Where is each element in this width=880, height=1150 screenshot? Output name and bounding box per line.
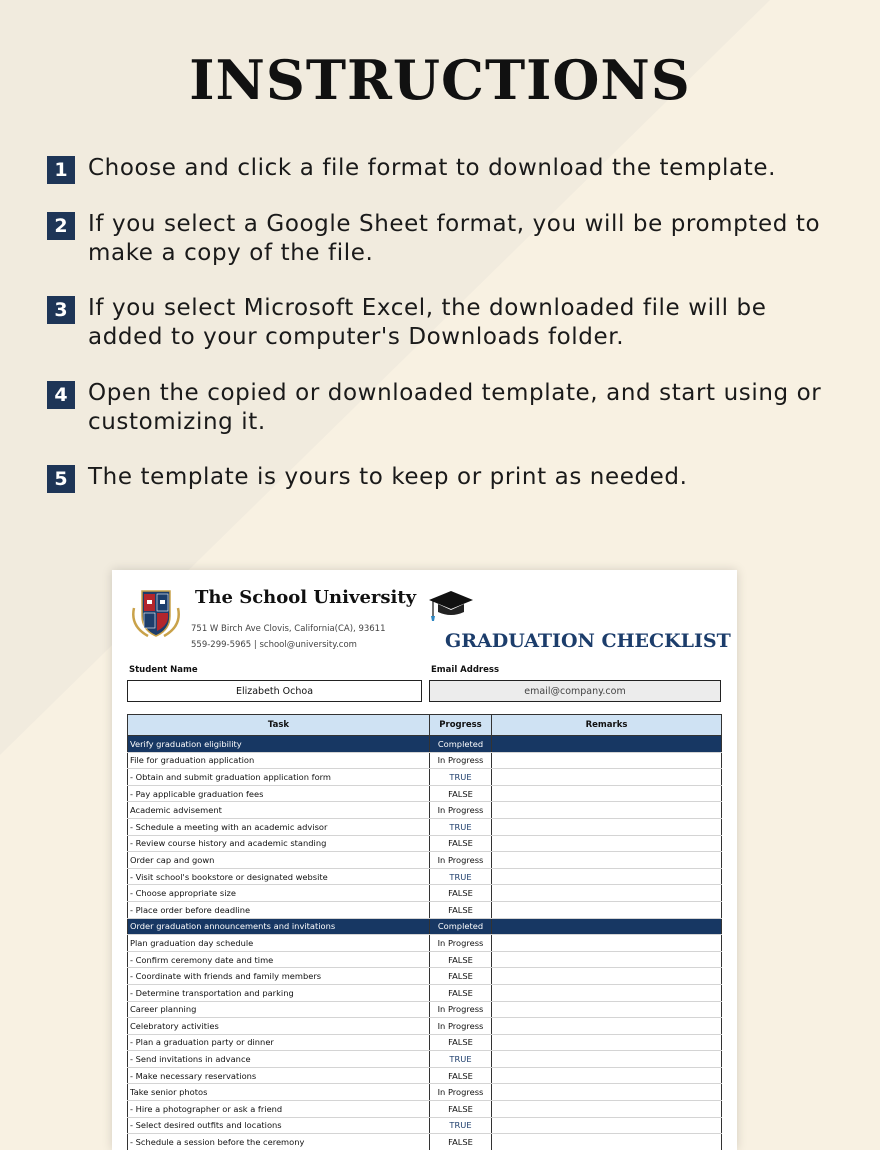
- progress-cell: Completed: [430, 918, 492, 935]
- step-text: If you select a Google Sheet format, you will be prompted to make a copy of the file.: [88, 211, 821, 266]
- university-contact: 559-299-5965 | school@university.com: [191, 640, 357, 650]
- document-title: GRADUATION CHECKLIST: [445, 630, 731, 652]
- table-row: [128, 885, 722, 902]
- remarks-cell: [492, 1117, 722, 1134]
- progress-cell: In Progress: [430, 1001, 492, 1018]
- table-row: [128, 1134, 722, 1150]
- template-preview: [112, 570, 737, 1150]
- progress-cell: TRUE: [430, 1051, 492, 1068]
- table-row: [128, 1067, 722, 1084]
- remarks-cell: [492, 1034, 722, 1051]
- task-cell: - Plan a graduation party or dinner: [128, 1034, 430, 1051]
- table-row: [128, 968, 722, 985]
- progress-cell: In Progress: [430, 935, 492, 952]
- student-name-label: Student Name: [129, 665, 198, 675]
- task-cell: Verify graduation eligibility: [128, 736, 430, 753]
- task-cell: - Determine transportation and parking: [128, 984, 430, 1001]
- remarks-cell: [492, 885, 722, 902]
- progress-cell: TRUE: [430, 769, 492, 786]
- task-cell: - Hire a photographer or ask a friend: [128, 1101, 430, 1118]
- remarks-cell: [492, 918, 722, 935]
- column-header: Task: [128, 715, 430, 736]
- step-number-badge: 4: [47, 381, 75, 409]
- table-row: [128, 1001, 722, 1018]
- task-cell: Career planning: [128, 1001, 430, 1018]
- table-row: [128, 1018, 722, 1035]
- step-number-badge: 5: [47, 465, 75, 493]
- progress-cell: FALSE: [430, 951, 492, 968]
- step-text: Open the copied or downloaded template, and start using or customizing it.: [88, 380, 822, 435]
- table-row: [128, 984, 722, 1001]
- page-title: INSTRUCTIONS: [189, 48, 691, 112]
- university-name: The School University: [195, 587, 417, 608]
- table-row: [128, 1034, 722, 1051]
- email-field: email@company.com: [429, 680, 721, 702]
- task-cell: - Pay applicable graduation fees: [128, 785, 430, 802]
- step-number-badge: 1: [47, 156, 75, 184]
- task-cell: - Coordinate with friends and family members: [128, 968, 430, 985]
- step-number-badge: 2: [47, 212, 75, 240]
- task-cell: - Send invitations in advance: [128, 1051, 430, 1068]
- remarks-cell: [492, 769, 722, 786]
- progress-cell: FALSE: [430, 968, 492, 985]
- progress-cell: In Progress: [430, 802, 492, 819]
- task-cell: Order cap and gown: [128, 852, 430, 869]
- table-row: [128, 769, 722, 786]
- table-row: [128, 785, 722, 802]
- table-row: [128, 852, 722, 869]
- task-cell: - Select desired outfits and locations: [128, 1117, 430, 1134]
- task-cell: - Choose appropriate size: [128, 885, 430, 902]
- progress-cell: FALSE: [430, 984, 492, 1001]
- remarks-cell: [492, 1067, 722, 1084]
- table-row: [128, 918, 722, 935]
- task-cell: Celebratory activities: [128, 1018, 430, 1035]
- school-crest-icon: [128, 586, 184, 642]
- task-cell: - Review course history and academic standing: [128, 835, 430, 852]
- table-row: [128, 835, 722, 852]
- progress-cell: In Progress: [430, 852, 492, 869]
- university-address: 751 W Birch Ave Clovis, California(CA), 93611: [191, 624, 386, 634]
- remarks-cell: [492, 968, 722, 985]
- step-text: The template is yours to keep or print as needed.: [88, 464, 688, 490]
- progress-cell: FALSE: [430, 885, 492, 902]
- progress-cell: TRUE: [430, 1117, 492, 1134]
- task-cell: Take senior photos: [128, 1084, 430, 1101]
- table-row: [128, 1051, 722, 1068]
- remarks-cell: [492, 736, 722, 753]
- progress-cell: FALSE: [430, 1101, 492, 1118]
- table-row: [128, 1117, 722, 1134]
- column-header: Progress: [430, 715, 492, 736]
- progress-cell: FALSE: [430, 785, 492, 802]
- checklist-table: [127, 714, 722, 1150]
- progress-cell: FALSE: [430, 835, 492, 852]
- task-cell: File for graduation application: [128, 752, 430, 769]
- student-name-field: Elizabeth Ochoa: [127, 680, 422, 702]
- progress-cell: FALSE: [430, 1034, 492, 1051]
- progress-cell: In Progress: [430, 1018, 492, 1035]
- remarks-cell: [492, 1084, 722, 1101]
- remarks-cell: [492, 935, 722, 952]
- table-row: [128, 1101, 722, 1118]
- table-row: [128, 951, 722, 968]
- table-row: [128, 752, 722, 769]
- progress-cell: FALSE: [430, 1134, 492, 1150]
- table-row: [128, 818, 722, 835]
- progress-cell: TRUE: [430, 868, 492, 885]
- remarks-cell: [492, 951, 722, 968]
- task-cell: - Place order before deadline: [128, 901, 430, 918]
- table-row: [128, 802, 722, 819]
- remarks-cell: [492, 835, 722, 852]
- table-row: [128, 935, 722, 952]
- task-cell: - Schedule a meeting with an academic advisor: [128, 818, 430, 835]
- step-text: Choose and click a file format to download the template.: [88, 155, 777, 181]
- task-cell: Academic advisement: [128, 802, 430, 819]
- task-cell: - Visit school's bookstore or designated website: [128, 868, 430, 885]
- column-header: Remarks: [492, 715, 722, 736]
- remarks-cell: [492, 868, 722, 885]
- remarks-cell: [492, 1018, 722, 1035]
- progress-cell: FALSE: [430, 901, 492, 918]
- task-cell: - Obtain and submit graduation application form: [128, 769, 430, 786]
- remarks-cell: [492, 852, 722, 869]
- task-cell: - Make necessary reservations: [128, 1067, 430, 1084]
- progress-cell: In Progress: [430, 1084, 492, 1101]
- task-cell: Order graduation announcements and invitations: [128, 918, 430, 935]
- progress-cell: Completed: [430, 736, 492, 753]
- progress-cell: TRUE: [430, 818, 492, 835]
- email-address-label: Email Address: [431, 665, 500, 675]
- table-row: [128, 736, 722, 753]
- remarks-cell: [492, 818, 722, 835]
- remarks-cell: [492, 1001, 722, 1018]
- remarks-cell: [492, 901, 722, 918]
- table-row: [128, 1084, 722, 1101]
- progress-cell: In Progress: [430, 752, 492, 769]
- table-row: [128, 901, 722, 918]
- step-text: If you select Microsoft Excel, the downloaded file will be added to your computer's Downloads folder.: [88, 295, 767, 350]
- remarks-cell: [492, 785, 722, 802]
- progress-cell: FALSE: [430, 1067, 492, 1084]
- remarks-cell: [492, 1101, 722, 1118]
- table-row: [128, 868, 722, 885]
- table-header-row: [128, 715, 722, 736]
- task-cell: Plan graduation day schedule: [128, 935, 430, 952]
- remarks-cell: [492, 1134, 722, 1150]
- remarks-cell: [492, 1051, 722, 1068]
- task-cell: - Confirm ceremony date and time: [128, 951, 430, 968]
- remarks-cell: [492, 802, 722, 819]
- remarks-cell: [492, 984, 722, 1001]
- remarks-cell: [492, 752, 722, 769]
- step-number-badge: 3: [47, 296, 75, 324]
- graduation-cap-icon: [428, 588, 474, 622]
- task-cell: - Schedule a session before the ceremony: [128, 1134, 430, 1150]
